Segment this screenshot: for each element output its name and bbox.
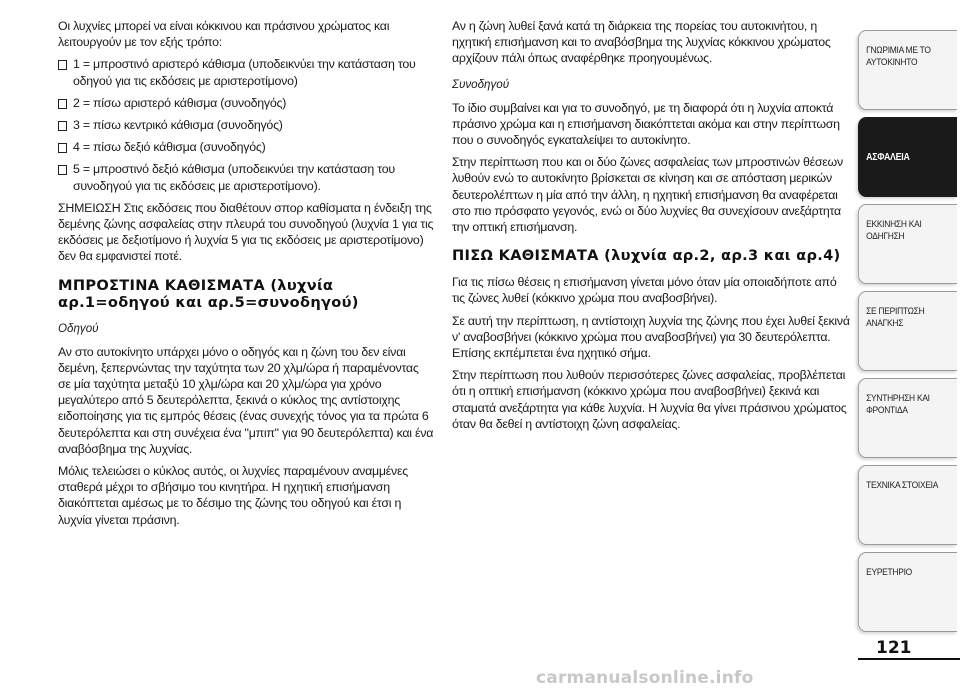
list-item: 5 = μπροστινό δεξιό κάθισμα (υποδεικνύει την κατάσταση του συνοδηγού για τις εκδόσεις με αριστεροτίμονο). bbox=[58, 161, 434, 193]
checkbox-bullet-icon bbox=[58, 99, 67, 109]
driver-subheading: Οδηγού bbox=[58, 321, 99, 335]
passenger-paragraph: Το ίδιο συμβαίνει και για το συνοδηγό, με τη διαφορά ότι η λυχνία αποκτά πράσινο χρώμα και η επισήμανση διακόπτεται ακόμα και στην περίπτωση που ο συνοδηγός εγκαταλείψει το αυτοκίνητο. bbox=[452, 100, 840, 148]
list-item: 3 = πίσω κεντρικό κάθισμα (συνοδηγός) bbox=[58, 117, 434, 133]
intro-paragraph: Οι λυχνίες μπορεί να είναι κόκκινου και πράσινου χρώματος και λειτουργούν με τον εξής τρόπο: bbox=[58, 19, 390, 50]
checkbox-bullet-icon bbox=[58, 143, 67, 153]
tab-starting-driving[interactable]: ΕΚΚΙΝΗΣΗ ΚΑΙ ΟΔΗΓΗΣΗ bbox=[858, 204, 957, 284]
checkbox-bullet-icon bbox=[58, 165, 67, 175]
watermark: carmanualsonline.info bbox=[536, 668, 754, 688]
tab-technical-data[interactable]: ΤΕΧΝΙΚΑ ΣΤΟΙΧΕΙΑ bbox=[858, 465, 957, 545]
driver-paragraph-1: Αν στο αυτοκίνητο υπάρχει μόνο ο οδηγός και η ζώνη του δεν είναι δεμένη, ξεπερνώντας την ταχύτητα των 20 χλμ/ώρα ή παραμένοντας σε μία ταχύτητα μεταξύ 10 χλμ/ώρα και 20 χλμ/ώρα για χρόνο μεγαλύτερο από 5 δευτερόλεπτα, ξεκινά ο κύκλος της αντίστοιχης ειδοποίησης για τις εμπρός θέσεις (ένας συνεχής τόνος για τα πρώτα 6 δευτερόλεπτα και στη συνέχεια ένα "μπιπ" για 90 δευτερόλεπτα) και ένα αναβόσβημα της λυχνίας. bbox=[58, 344, 434, 456]
page-number-rule bbox=[858, 658, 960, 660]
list-item: 1 = μπροστινό αριστερό κάθισμα (υποδεικνύει την κατάσταση του οδηγού για τις εκδόσεις με αριστεροτίμονο) bbox=[58, 56, 434, 88]
refasten-paragraph: Αν η ζώνη λυθεί ξανά κατά τη διάρκεια της πορείας του αυτοκινήτου, η ηχητική επισήμανση και το αναβόσβημα της λυχνίας κόκκινου χρώματος αρχίζουν πάλι όπως αναφέρθηκε προηγουμένως. bbox=[452, 19, 831, 66]
page-number: 121 bbox=[876, 638, 912, 658]
list-item: 2 = πίσω αριστερό κάθισμα (συνοδηγός) bbox=[58, 95, 434, 111]
list-item: 4 = πίσω δεξιό κάθισμα (συνοδηγός) bbox=[58, 139, 434, 155]
front-seats-heading: ΜΠΡΟΣΤΙΝΑ ΚΑΘΙΣΜΑΤΑ (λυχνία αρ.1=οδηγού και αρ.5=συνοδηγού) bbox=[58, 276, 359, 311]
rear-paragraph-1: Για τις πίσω θέσεις η επισήμανση γίνεται μόνο όταν μία οποιαδήποτε από τις ζώνες λυθεί (κόκκινο χρώμα που αναβοσβήνει). bbox=[452, 275, 837, 306]
checkbox-bullet-icon bbox=[58, 121, 67, 131]
checkbox-bullet-icon bbox=[58, 60, 67, 70]
note-paragraph: ΣΗΜΕΙΩΣΗ Στις εκδόσεις που διαθέτουν σπορ καθίσματα η ένδειξη της δεμένης ζώνης ασφαλείας στην πλευρά του συνοδηγού (λυχνία 1 για τις εκδόσεις με δεξιοτίμονο ή λυχνία 5 για τις εκδόσεις με αριστεροτίμονο) δεν θα εμφανιστεί ποτέ. bbox=[58, 200, 434, 264]
driver-paragraph-2: Μόλις τελειώσει ο κύκλος αυτός, οι λυχνίες παραμένουν αναμμένες σταθερά μέχρι το σβήσιμο του κινητήρα. Η ηχητική επισήμανση διακόπτεται αμέσως με το δέσιμο της ζώνης του οδηγού και έτσι η λυχνία γίνεται πράσινη. bbox=[58, 464, 408, 527]
both-belts-paragraph: Στην περίπτωση που και οι δύο ζώνες ασφαλείας των μπροστινών θέσεων λυθούν ενώ το αυτοκίνητο βρίσκεται σε κίνηση και σε απόσταση μερικών δευτερολέπτων η μία από την άλλη, η ηχητική επισήμανση θα αναφέρεται στο πιο πρόσφατο γεγονός, ενώ οι δύο λυχνίες θα συνεχίσουν ανεξάρτητα την οπτική επισήμανση. bbox=[452, 155, 843, 235]
rear-seats-heading: ΠΙΣΩ ΚΑΘΙΣΜΑΤΑ (λυχνία αρ.2, αρ.3 και αρ.4) bbox=[452, 247, 841, 265]
rear-paragraph-3: Στην περίπτωση που λυθούν περισσότερες ζώνες ασφαλείας, προβλέπεται ότι η οπτική επισήμανση (κόκκινο χρώμα που αναβοσβήνει) ξεκινά και σταματά ανεξάρτητα για κάθε λυχνία. Η λυχνία θα γίνει πράσινου χρώματος όταν θα δεθεί η αντίστοιχη ζώνη ασφαλείας. bbox=[452, 368, 847, 431]
right-column bbox=[452, 18, 850, 438]
tab-maintenance[interactable]: ΣΥΝΤΗΡΗΣΗ ΚΑΙ ΦΡΟΝΤΙΔΑ bbox=[858, 378, 957, 458]
rear-paragraph-2: Σε αυτή την περίπτωση, η αντίστοιχη λυχνία της ζώνης που έχει λυθεί ξεκινά ν' αναβοσβήνει (κόκκινο χρώμα που αναβοσβήνει) για 30 δευτερόλεπτα. Επίσης εκπέμπεται ένα ηχητικό σήμα. bbox=[452, 313, 850, 361]
left-column bbox=[58, 18, 434, 534]
passenger-subheading: Συνοδηγού bbox=[452, 77, 510, 91]
tab-getting-to-know-car[interactable]: ΓΝΩΡΙΜΙΑ ΜΕ ΤΟ ΑΥΤΟΚΙΝΗΤΟ bbox=[858, 30, 957, 110]
tab-index[interactable]: ΕΥΡΕΤΗΡΙΟ bbox=[858, 552, 957, 632]
tab-safety[interactable]: ΑΣΦΑΛΕΙΑ bbox=[858, 117, 957, 197]
tab-emergency[interactable]: ΣΕ ΠΕΡΙΠΤΩΣΗ ΑΝΑΓΚΗΣ bbox=[858, 291, 957, 371]
chapter-sidebar bbox=[858, 0, 960, 686]
